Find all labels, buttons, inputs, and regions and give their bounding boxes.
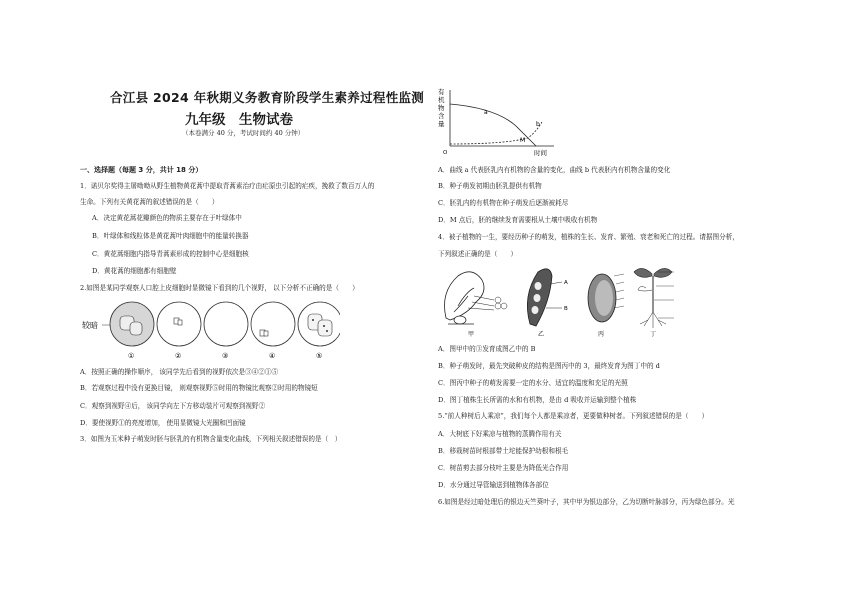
field-label: ② [175,352,182,360]
q5-option: A．大树底下好乘凉与植物的蒸腾作用有关 [438,430,562,438]
graph-ylabel: 物 [438,104,445,112]
q2-option: D．要使视野①的亮度增加， 使用显微镜大光圈和凹面镜 [80,419,246,427]
exam-subtitle: 九年级 生物试卷 [185,112,293,128]
q3-option: C．胚乳内的有机物在种子萌发后逐渐被耗尽 [438,199,569,207]
origin-label: O [443,150,448,156]
q2-figure [80,298,340,362]
q1-option: B．叶绿体和线粒体是黄花蒿叶肉细胞中的能量转换器 [92,232,249,240]
field-4 [251,302,295,346]
q1-line: 1．诺贝尔奖得主屠呦呦从野生植物黄花蒿中提取青蒿素治疗由疟原虫引起的疟疾，挽救了数百万人的 [80,182,375,190]
field-3 [204,302,248,346]
seed-diagram [588,274,624,322]
q4-stem: 4．被子植物的一生，要经历种子的萌发，植株的生长、发育、繁殖、衰老和死亡的过程。请据图分析， [438,233,739,241]
q1-option: D．黄花蒿的细胞都有细胞壁 [92,267,177,275]
curve-b [450,122,542,144]
q3-option: A．曲线 a 代表胚乳内有机物的含量的变化，曲线 b 代表胚内有机物含量的变化 [438,166,671,174]
flower-diagram [445,272,508,324]
section-heading: 一、选择题（每题 3 分，共计 18 分） [80,166,203,174]
graph-ylabel: 有 [438,88,445,96]
svg-text:B: B [564,306,568,312]
field-5 [298,302,340,346]
q3-option: D．M 点后，胚的继续发育需要根从土壤中吸收有机物 [438,216,598,224]
seedling-diagram [634,268,674,328]
exam-note: （本卷满分 40 分，考试时间约 40 分钟） [182,129,305,137]
q1-option: A．决定黄花蒿花瓣颜色的物质主要存在于叶绿体中 [92,214,242,222]
curve-a-label: a [484,109,488,116]
q2-option: A．按照正确的操作顺序， 该同学先后看到的视野依次是③④②①⑤ [80,368,279,376]
graph-ylabel: 机 [438,96,445,104]
graph-ylabel: 量 [438,120,445,128]
q2-option: B．若观察过程中没有更换目镜， 则观察视野⑤时用的物镜比观察②时用的物镜短 [80,384,318,392]
q5-stem: 5.“前人种树后人乘凉”，我们每个人都是乘凉者，更要做种树者。下列叙述错误的是（ ） [438,412,709,420]
q4-figure [438,262,698,338]
q4-option: A．图甲中的③发育成图乙中的 B [438,345,536,353]
q2-stem: 2.如图是某同学观察人口腔上皮细胞时显微镜下看到的几个视野， 以下分析不正确的是（ ） [80,284,359,292]
exam-title: 合江县 2024 年秋期义务教育阶段学生素养过程性监测 [110,90,425,105]
q5-option: C．树苗剪去部分枝叶主要是为降低光合作用 [438,464,569,472]
q2-dark-label: 较暗 [82,321,98,330]
point-m-label: M [520,137,526,144]
fig-label: 丁 [650,331,657,338]
field-2 [157,302,201,346]
q2-option: C．观察到视野④后， 该同学向左下方移动装片可观察到视野② [80,402,266,410]
field-1 [110,302,154,346]
q5-option: D．水分通过导管输送到植物体各部位 [438,481,549,489]
field-label: ⑤ [316,352,323,360]
q5-option: B．移栽树苗时根部带土坨能保护幼根和根毛 [438,447,569,455]
svg-text:A: A [564,280,568,286]
field-label: ③ [222,352,229,360]
q3-option: B．种子萌发初期由胚乳提供有机物 [438,182,542,190]
q3-stem: 3．如图为玉米种子萌发时胚与胚乳的有机物含量变化曲线，下列相关叙述错误的是（ ） [80,435,342,443]
field-label: ④ [269,352,276,360]
pod-diagram [527,269,568,326]
q1-line: 生命。下列有关黄花蒿的叙述错误的是（ ） [80,198,219,206]
q4-option: C．图丙中种子的萌发需要一定的水分、适宜的温度和充足的光照 [438,379,628,387]
fig-label: 丙 [598,331,605,338]
fig-label: 乙 [538,331,545,338]
graph-xlabel: 时间 [534,149,547,157]
q6-stem: 6.如图是经过暗处理后的银边天竺葵叶子，其中甲为银边部分，乙为切断叶脉部分，丙为绿色部分。光 [438,498,735,506]
q1-option: C．黄花蒿细胞内指导青蒿素形成的控制中心是细胞核 [92,250,249,258]
graph-ylabel: 含 [438,112,445,120]
q3-graph [436,86,556,158]
q4-stem: 下列叙述正确的是（ ） [438,250,518,258]
field-label: ① [128,352,135,360]
q4-option: D．图丁植株生长所需的水和有机物，是由 d 吸收并运输到整个植株 [438,396,637,404]
q4-option: B．种子萌发时，最先突破种皮的结构是图丙中的 3，最终发育为图丁中的 d [438,362,660,370]
curve-b-label: b [536,121,540,128]
fig-label: 甲 [468,331,475,338]
